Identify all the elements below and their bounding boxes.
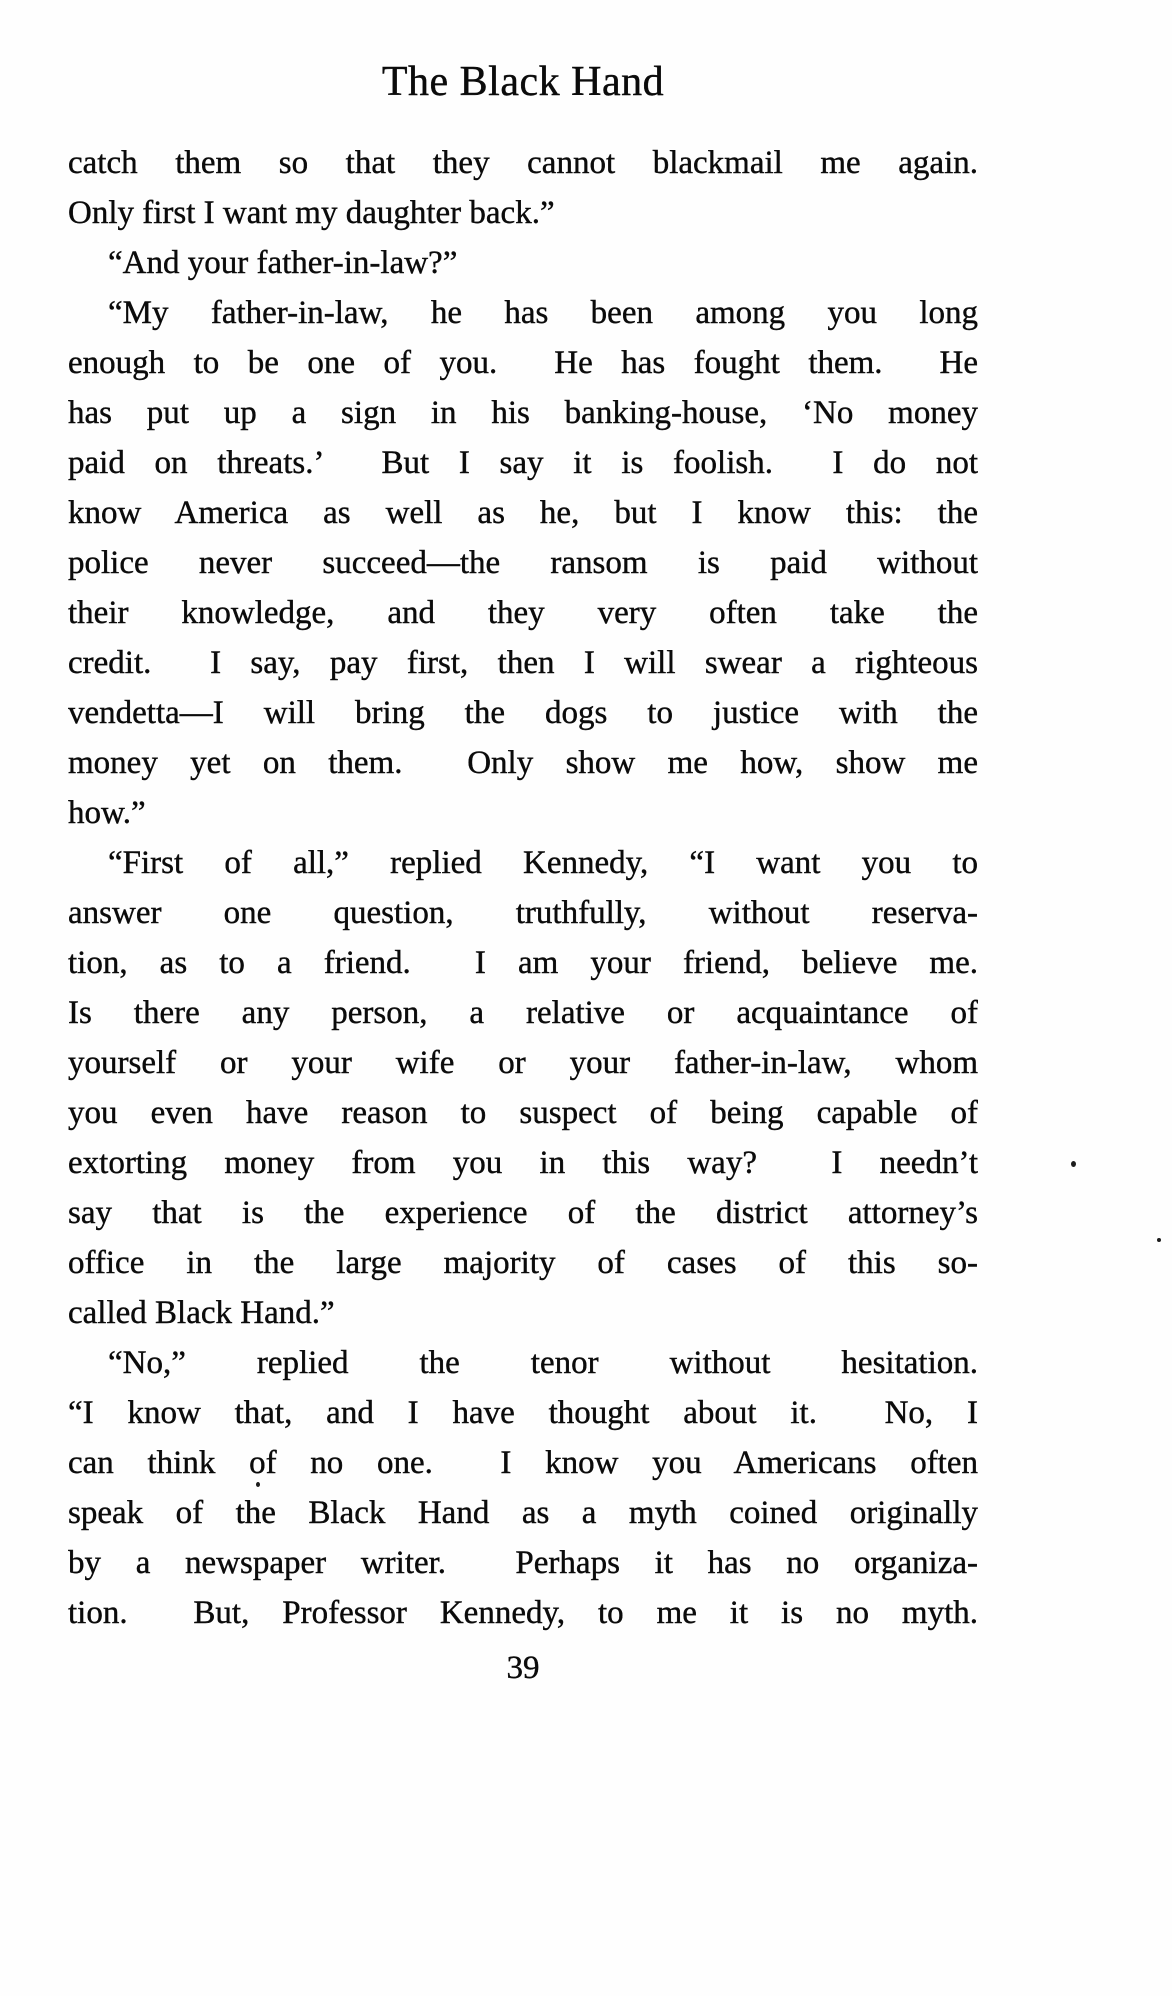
text-line: say that is the experience of the district attorney’s bbox=[68, 1195, 978, 1231]
text-line: “First of all,” replied Kennedy, “I want you to bbox=[108, 845, 978, 881]
text-line: police never succeed—the ransom is paid without bbox=[68, 545, 978, 581]
text-line: can think of no one. I know you Americans often bbox=[68, 1445, 978, 1481]
text-line: vendetta—I will bring the dogs to justice with the bbox=[68, 695, 978, 731]
text-line: Is there any person, a relative or acquaintance of bbox=[68, 995, 978, 1031]
text-line: office in the large majority of cases of this so- bbox=[68, 1245, 978, 1281]
text-line: enough to be one of you. He has fought them. He bbox=[68, 345, 978, 381]
text-line: by a newspaper writer. Perhaps it has no organiza- bbox=[68, 1545, 978, 1581]
text-line: you even have reason to suspect of being capable of bbox=[68, 1095, 978, 1131]
text-line: “I know that, and I have thought about it. No, I bbox=[68, 1395, 978, 1431]
text-line: “And your father-in-law?” bbox=[108, 245, 458, 281]
text-line: has put up a sign in his banking-house, ‘No money bbox=[68, 395, 978, 431]
text-line: answer one question, truthfully, without reserva- bbox=[68, 895, 978, 931]
text-line: tion. But, Professor Kennedy, to me it is no myth. bbox=[68, 1595, 978, 1631]
text-line: speak of the Black Hand as a myth coined originally bbox=[68, 1495, 978, 1531]
text-line: “My father-in-law, he has been among you long bbox=[108, 295, 978, 331]
text-line: called Black Hand.” bbox=[68, 1295, 335, 1331]
text-line: tion, as to a friend. I am your friend, believe me. bbox=[68, 945, 978, 981]
text-line: credit. I say, pay first, then I will swear a righteous bbox=[68, 645, 978, 681]
ink-speck bbox=[1071, 1161, 1076, 1167]
text-line: Only first I want my daughter back.” bbox=[68, 195, 555, 231]
text-line: money yet on them. Only show me how, show me bbox=[68, 745, 978, 781]
text-line: “No,” replied the tenor without hesitation. bbox=[108, 1345, 978, 1381]
text-line: extorting money from you in this way? I needn’t bbox=[68, 1145, 978, 1181]
text-line: paid on threats.’ But I say it is foolish. I do not bbox=[68, 445, 978, 481]
text-block bbox=[68, 138, 978, 1638]
text-line: catch them so that they cannot blackmail me again. bbox=[68, 145, 978, 181]
page-number: 39 bbox=[506, 1650, 540, 1686]
ink-speck bbox=[256, 1482, 260, 1487]
ink-speck bbox=[1157, 1238, 1161, 1242]
text-line: how.” bbox=[68, 795, 146, 831]
page-title: The Black Hand bbox=[381, 59, 665, 105]
text-line: yourself or your wife or your father-in-law, whom bbox=[68, 1045, 978, 1081]
text-line: know America as well as he, but I know this: the bbox=[68, 495, 978, 531]
text-line: their knowledge, and they very often take the bbox=[68, 595, 978, 631]
